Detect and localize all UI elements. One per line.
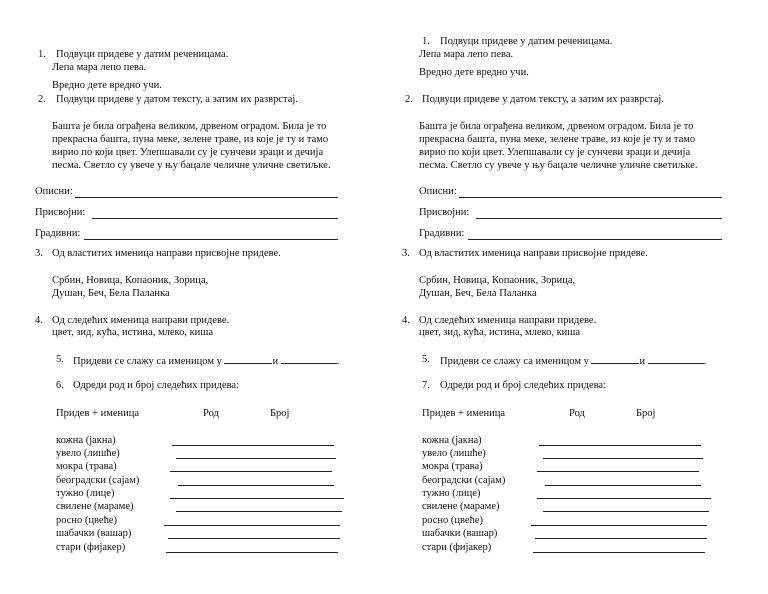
possessive-label: Присвојни:: [419, 207, 470, 218]
descriptive-label: Описни:: [419, 186, 457, 197]
task-1-instruction: Подвуци придеве у датим реченицама.: [440, 36, 613, 47]
task-3-names-line-2: Душан, Беч, Бела Паланка: [419, 288, 537, 299]
list-item: кожна (јакна): [56, 435, 116, 446]
task-2-instruction: Подвуци придеве у датом тексту, а затим их разврстај.: [56, 94, 298, 105]
answer-line[interactable]: [178, 485, 334, 486]
material-answer-line[interactable]: [468, 239, 722, 240]
task-3-instruction: Од властитих именица направи присвојне придеве.: [419, 248, 648, 259]
column-header-adjective-noun: Придев + именица: [422, 408, 506, 419]
task-5-blank-1[interactable]: [224, 354, 272, 364]
task-2-paragraph-line: вирио по који цвет. Улепшавали су је сунчеви зраци и дечија: [419, 147, 691, 158]
task-5-instruction: [440, 354, 706, 368]
task-5-blank-2[interactable]: [281, 354, 337, 364]
task-4-instruction: Од следећих именица направи придеве.: [419, 315, 597, 326]
list-item: увело (лишће): [56, 448, 120, 459]
list-item: шабачки (вашар): [422, 528, 498, 539]
task-2-paragraph-line: прекрасна башта, пуна меке, зелене траве, из које је ту и тамо: [419, 134, 696, 145]
material-label: Градивни:: [35, 228, 81, 239]
task-1-sentence-1: Лепа мара лепо пева.: [52, 62, 147, 73]
task-7-number: 7.: [422, 380, 430, 391]
task-4-number: 4.: [35, 315, 43, 326]
task-5-text-b: и: [639, 356, 646, 367]
task-5-blank-2[interactable]: [648, 354, 704, 364]
answer-line[interactable]: [176, 511, 342, 512]
list-item: стари (фијакер): [56, 542, 126, 553]
answer-line[interactable]: [537, 471, 699, 472]
task-2-paragraph-line: Башта је била ограђена великом, дрвеном оградом. Била је то: [419, 121, 694, 132]
task-1-number: 1.: [38, 49, 46, 60]
answer-line[interactable]: [168, 538, 340, 539]
task-5-text-a: Придеви се слажу са именицом у: [73, 356, 222, 367]
list-item: свилене (мараме): [56, 501, 134, 512]
task-3-instruction: Од властитих именица направи присвојне придеве.: [52, 248, 281, 259]
task-3-names-line-2: Душан, Беч, Бела Паланка: [52, 288, 170, 299]
task-5-number: 5.: [422, 354, 430, 365]
task-1-sentence-1: Лепа мара лепо пева.: [419, 49, 514, 60]
answer-line[interactable]: [533, 552, 705, 553]
task-5-number: 5.: [56, 354, 64, 365]
task-3-names-line-1: Србин, Новица, Копаоник, Зорица,: [52, 275, 209, 286]
column-header-gender: Род: [203, 408, 219, 419]
task-2-paragraph-line: песма. Светло су увече у њу бацале челичне уличне светиљке.: [52, 160, 331, 171]
task-4-nouns: цвет, зид, кућа, истина, млеко, киша: [52, 327, 214, 338]
task-1-sentence-2: Вредно дете вредно учи.: [419, 67, 529, 78]
task-4-number: 4.: [402, 315, 410, 326]
descriptive-answer-line[interactable]: [75, 197, 338, 198]
possessive-label: Присвојни:: [35, 207, 86, 218]
list-item: свилене (мараме): [422, 501, 500, 512]
material-label: Градивни:: [419, 228, 465, 239]
column-header-number: Број: [636, 408, 656, 419]
answer-line[interactable]: [545, 485, 701, 486]
answer-line[interactable]: [537, 498, 711, 499]
answer-line[interactable]: [535, 538, 707, 539]
list-item: шабачки (вашар): [56, 528, 132, 539]
list-item: стари (фијакер): [422, 542, 492, 553]
task-4-instruction: Од следећих именица направи придеве.: [52, 315, 230, 326]
task-3-names-line-1: Србин, Новица, Копаоник, Зорица,: [419, 275, 576, 286]
task-3-number: 3.: [35, 248, 43, 259]
answer-line[interactable]: [164, 525, 340, 526]
list-item: увело (лишће): [422, 448, 486, 459]
task-1-sentence-2: Вредно дете вредно учи.: [52, 80, 162, 91]
task-5-text-b: и: [272, 356, 279, 367]
list-item: кожна (јакна): [422, 435, 482, 446]
material-answer-line[interactable]: [84, 239, 338, 240]
possessive-answer-line[interactable]: [92, 218, 338, 219]
answer-line[interactable]: [172, 445, 334, 446]
task-5-period: .: [703, 356, 707, 367]
descriptive-label: Описни:: [35, 186, 73, 197]
task-5-blank-1[interactable]: [591, 354, 639, 364]
task-2-paragraph-line: песма. Светло су увече у њу бацале челичне уличне светиљке.: [419, 160, 698, 171]
task-2-paragraph-line: Башта је била ограђена великом, дрвеном оградом. Била је то: [52, 121, 327, 132]
task-1-number: 1.: [422, 36, 430, 47]
column-header-gender: Род: [569, 408, 585, 419]
list-item: београдски (сајам): [422, 475, 506, 486]
possessive-answer-line[interactable]: [476, 218, 722, 219]
list-item: мокра (трава): [56, 461, 117, 472]
task-2-number: 2.: [405, 94, 413, 105]
column-header-adjective-noun: Придев + именица: [56, 408, 140, 419]
worksheet-right: [384, 0, 754, 594]
list-item: тужно (лице): [56, 488, 115, 499]
column-header-number: Број: [270, 408, 290, 419]
list-item: мокра (трава): [422, 461, 483, 472]
answer-line[interactable]: [170, 498, 344, 499]
task-2-paragraph-line: вирио по који цвет. Улепшавали су је сунчеви зраци и дечија: [52, 147, 324, 158]
answer-line[interactable]: [543, 458, 703, 459]
task-5-text-a: Придеви се слажу са именицом у: [440, 356, 589, 367]
task-4-nouns: цвет, зид, кућа, истина, млеко, киша: [419, 327, 581, 338]
task-3-number: 3.: [402, 248, 410, 259]
task-7-instruction: Одреди род и број следећих придева:: [440, 380, 606, 391]
task-6-instruction: Одреди род и број следећих придева:: [73, 380, 239, 391]
descriptive-answer-line[interactable]: [459, 197, 722, 198]
task-2-paragraph-line: прекрасна башта, пуна меке, зелене траве, из које је ту и тамо: [52, 134, 329, 145]
list-item: росно (цвеће): [56, 515, 117, 526]
task-5-period: .: [336, 356, 340, 367]
task-5-instruction: [73, 354, 339, 368]
list-item: београдски (сајам): [56, 475, 140, 486]
answer-line[interactable]: [543, 511, 709, 512]
task-2-number: 2.: [38, 94, 46, 105]
task-2-instruction: Подвуци придеве у датом тексту, а затим их разврстај.: [422, 94, 664, 105]
list-item: тужно (лице): [422, 488, 481, 499]
worksheet-left: [0, 0, 370, 594]
answer-line[interactable]: [539, 445, 701, 446]
answer-line[interactable]: [176, 458, 336, 459]
answer-line[interactable]: [170, 471, 332, 472]
answer-line[interactable]: [166, 552, 338, 553]
answer-line[interactable]: [531, 525, 707, 526]
list-item: росно (цвеће): [422, 515, 483, 526]
task-6-number: 6.: [56, 380, 64, 391]
task-1-instruction: Подвуци придеве у датим реченицама.: [56, 49, 229, 60]
